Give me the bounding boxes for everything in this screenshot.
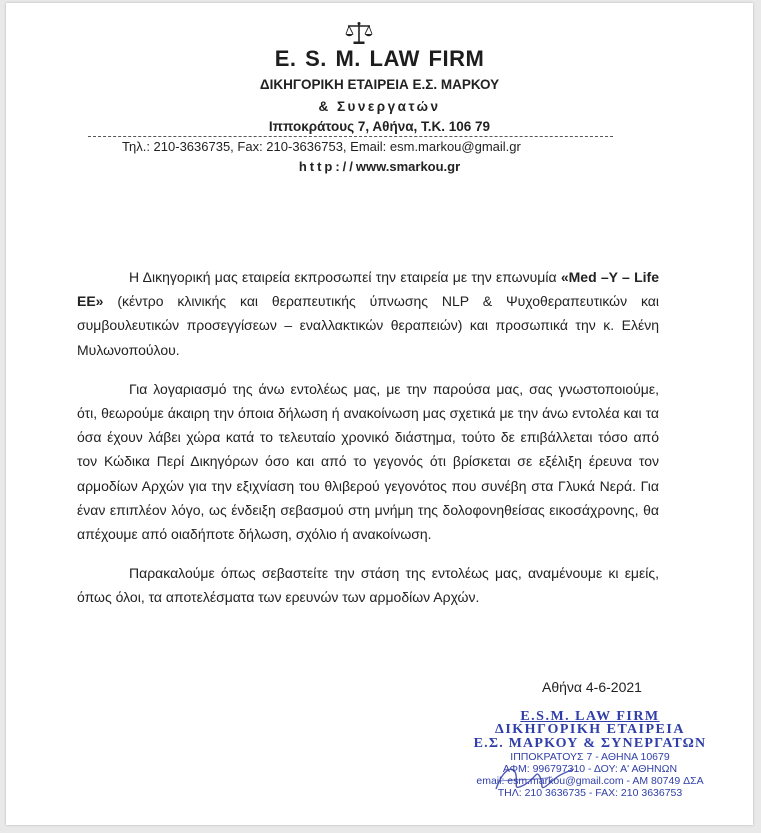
contact-line: Τηλ.: 210-3636735, Fax: 210-3636753, Email: esm.markou@gmail.gr <box>122 139 521 154</box>
letter-page <box>6 3 753 825</box>
company-name: «Med –Y – Life ΕΕ» <box>77 269 659 310</box>
letter-body <box>77 265 659 625</box>
stamp-line-6: email: esm.markou@gmail.com - AM 80749 ΔΣΑ <box>476 775 704 787</box>
paragraph-1 <box>77 265 659 362</box>
firm-address: Ιπποκράτους 7, Αθήνα, Τ.Κ. 106 79 <box>268 119 491 134</box>
scales-of-justice-icon <box>345 21 373 45</box>
paragraph-1-rest: (κέντρο κλινικής και θεραπευτικής ύπνωσης NLP & Ψυχοθεραπευτικών και συμβουλευτικών προσεγγίσεων – εναλλακτικών θεραπειών) και προσωπικά την κ. Ελένη Μυλωνοπούλου. <box>77 293 659 358</box>
website-host: www.smarkou.gr <box>355 159 461 174</box>
signature-icon <box>490 759 580 799</box>
letterhead-divider <box>88 136 613 137</box>
stamp-line-7: ΤΗΛ: 210 3636735 - FAX: 210 3636753 <box>497 787 683 799</box>
website-protocol: http:// <box>298 159 356 174</box>
stamp-line-1: E.S.M. LAW FIRM <box>520 709 660 724</box>
company-stamp <box>440 710 740 799</box>
website-line[interactable] <box>6 159 753 174</box>
letter-date: Αθήνα 4-6-2021 <box>542 679 642 695</box>
firm-partners: & Συνεργατών <box>318 99 441 114</box>
stamp-line-3: Ε.Σ. ΜΑΡΚΟΥ & ΣΥΝΕΡΓΑΤΩΝ <box>473 736 707 751</box>
paragraph-2: Για λογαριασμό της άνω εντολέως μας, με την παρούσα μας, σας γνωστοποιούμε, ότι, θεωρούμε άκαιρη την όποια δήλωση ή ανακοίνωση μας σχετικά με την άνω εντολέα και τα όσα έχουν λάβει χώρα κατά το τελευταίο χρονικό διάστημα, τούτο δε επιβάλλεται τόσο από τον Κώδικα Περί Δικηγόρων όσο και από το γεγονός ότι βρίσκεται σε εξέλιξη έρευνα τον αρμοδίων Αρχών για την εξιχνίαση του θλιβερού γεγονότος που συνέβη στα Γλυκά Νερά. Για έναν επιπλέον λόγο, ως ένδειξη σεβασμού στη μνήμη της δολοφονηθείσας εικοσάχρονης, θα απέχουμε από οιαδήποτε δήλωση, σχόλιο ή ανακοίνωση. <box>77 380 659 543</box>
stamp-line-2: ΔΙΚΗΓΟΡΙΚΗ ΕΤΑΙΡΕΙΑ <box>495 722 685 737</box>
firm-subtitle: ΔΙΚΗΓΟΡΙΚΗ ΕΤΑΙΡΕΙΑ Ε.Σ. ΜΑΡΚΟΥ <box>259 77 500 92</box>
stamp-line-5: ΑΦΜ: 996797310 - ΔΟΥ: Α' ΑΘΗΝΩΝ <box>502 763 678 775</box>
firm-name: E. S. M. LAW FIRM <box>274 46 485 71</box>
stamp-line-4: ΙΠΠΟΚΡΑΤΟΥΣ 7 - ΑΘΗΝΑ 10679 <box>510 751 670 763</box>
paragraph-1-text: Η Δικηγορική μας εταιρεία εκπροσωπεί την εταιρεία με την επωνυμία <box>129 269 561 285</box>
paragraph-3: Παρακαλούμε όπως σεβαστείτε την στάση της εντολέως μας, αναμένουμε κι εμείς, όπως όλοι, τα αποτελέσματα των ερευνών των αρμοδίων Αρχών. <box>77 565 659 606</box>
